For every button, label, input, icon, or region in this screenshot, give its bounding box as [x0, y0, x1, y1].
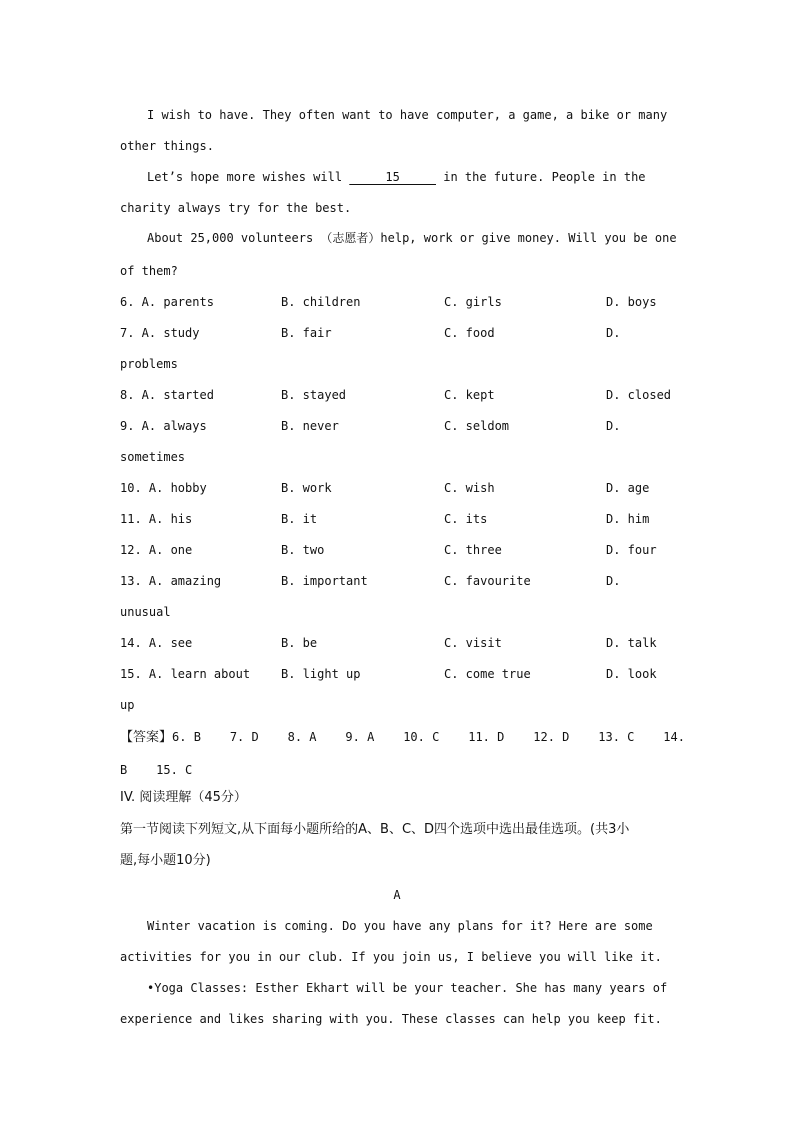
option-d: D. him [606, 512, 650, 526]
option-b: B. important [281, 574, 368, 588]
section-instructions: 题,每小题10分) [120, 853, 211, 868]
option-a: 11. A. his [120, 512, 193, 526]
option-b: B. light up [281, 667, 361, 681]
option-b: B. never [281, 419, 339, 433]
option-d-wrap: up [120, 698, 135, 712]
option-c: C. favourite [444, 574, 531, 588]
option-b: B. fair [281, 326, 332, 340]
option-c: C. girls [444, 295, 502, 309]
blank-15: 15 [349, 170, 436, 184]
option-d: D. [606, 574, 621, 588]
option-b: B. work [281, 481, 332, 495]
option-c: C. visit [444, 636, 502, 650]
option-a: 9. A. always [120, 419, 207, 433]
option-b: B. be [281, 636, 318, 650]
option-d: D. talk [606, 636, 657, 650]
passage-text: Let’s hope more wishes will [147, 170, 350, 184]
passage-line: other things. [120, 139, 214, 153]
option-a: 7. A. study [120, 326, 200, 340]
reading-line: •Yoga Classes: Esther Ekhart will be your teacher. She has many years of [147, 981, 668, 995]
option-b: B. it [281, 512, 318, 526]
reading-line: experience and likes sharing with you. These classes can help you keep fit. [120, 1012, 662, 1026]
answer-line: B 15. C [120, 763, 193, 777]
option-d: D. four [606, 543, 657, 557]
reading-line: activities for you in our club. If you join us, I believe you will like it. [120, 950, 662, 964]
section-heading: IV. 阅读理解（45分） [120, 790, 247, 805]
option-a: 15. A. learn about [120, 667, 251, 681]
passage-line: I wish to have. They often want to have computer, a game, a bike or many [147, 108, 668, 122]
option-d: D. [606, 326, 621, 340]
option-d-wrap: unusual [120, 605, 171, 619]
option-a: 13. A. amazing [120, 574, 222, 588]
option-c: C. its [444, 512, 488, 526]
option-a: 12. A. one [120, 543, 193, 557]
option-b: B. stayed [281, 388, 347, 402]
reading-line: Winter vacation is coming. Do you have any plans for it? Here are some [147, 919, 653, 933]
option-d: D. age [606, 481, 650, 495]
passage-line [147, 169, 646, 185]
option-a: 6. A. parents [120, 295, 214, 309]
option-a: 8. A. started [120, 388, 214, 402]
option-d: D. [606, 419, 621, 433]
option-c: C. food [444, 326, 495, 340]
option-d-wrap: sometimes [120, 450, 186, 464]
option-c: C. three [444, 543, 502, 557]
passage-title: A [393, 888, 401, 902]
option-d: D. boys [606, 295, 657, 309]
option-c: C. kept [444, 388, 495, 402]
answer-text: 6. B 7. D 8. A 9. A 10. C 11. D 12. D 13. C 14. [172, 730, 685, 744]
option-c: C. come true [444, 667, 531, 681]
option-c: C. wish [444, 481, 495, 495]
passage-line: About 25,000 volunteers （志愿者）help, work or give money. Will you be one [147, 231, 677, 245]
option-a: 14. A. see [120, 636, 193, 650]
option-b: B. two [281, 543, 325, 557]
passage-line: charity always try for the best. [120, 201, 352, 215]
passage-line: of them? [120, 264, 178, 278]
answer-line [120, 729, 685, 746]
option-c: C. seldom [444, 419, 510, 433]
option-a: 10. A. hobby [120, 481, 207, 495]
option-d: D. look [606, 667, 657, 681]
option-d-wrap: problems [120, 357, 178, 371]
answer-label: 【答案】 [120, 730, 173, 745]
passage-text: in the future. People in the [436, 170, 646, 184]
option-d: D. closed [606, 388, 672, 402]
section-instructions: 第一节阅读下列短文,从下面每小题所给的A、B、C、D四个选项中选出最佳选项。(共3小 [120, 822, 630, 837]
option-b: B. children [281, 295, 361, 309]
